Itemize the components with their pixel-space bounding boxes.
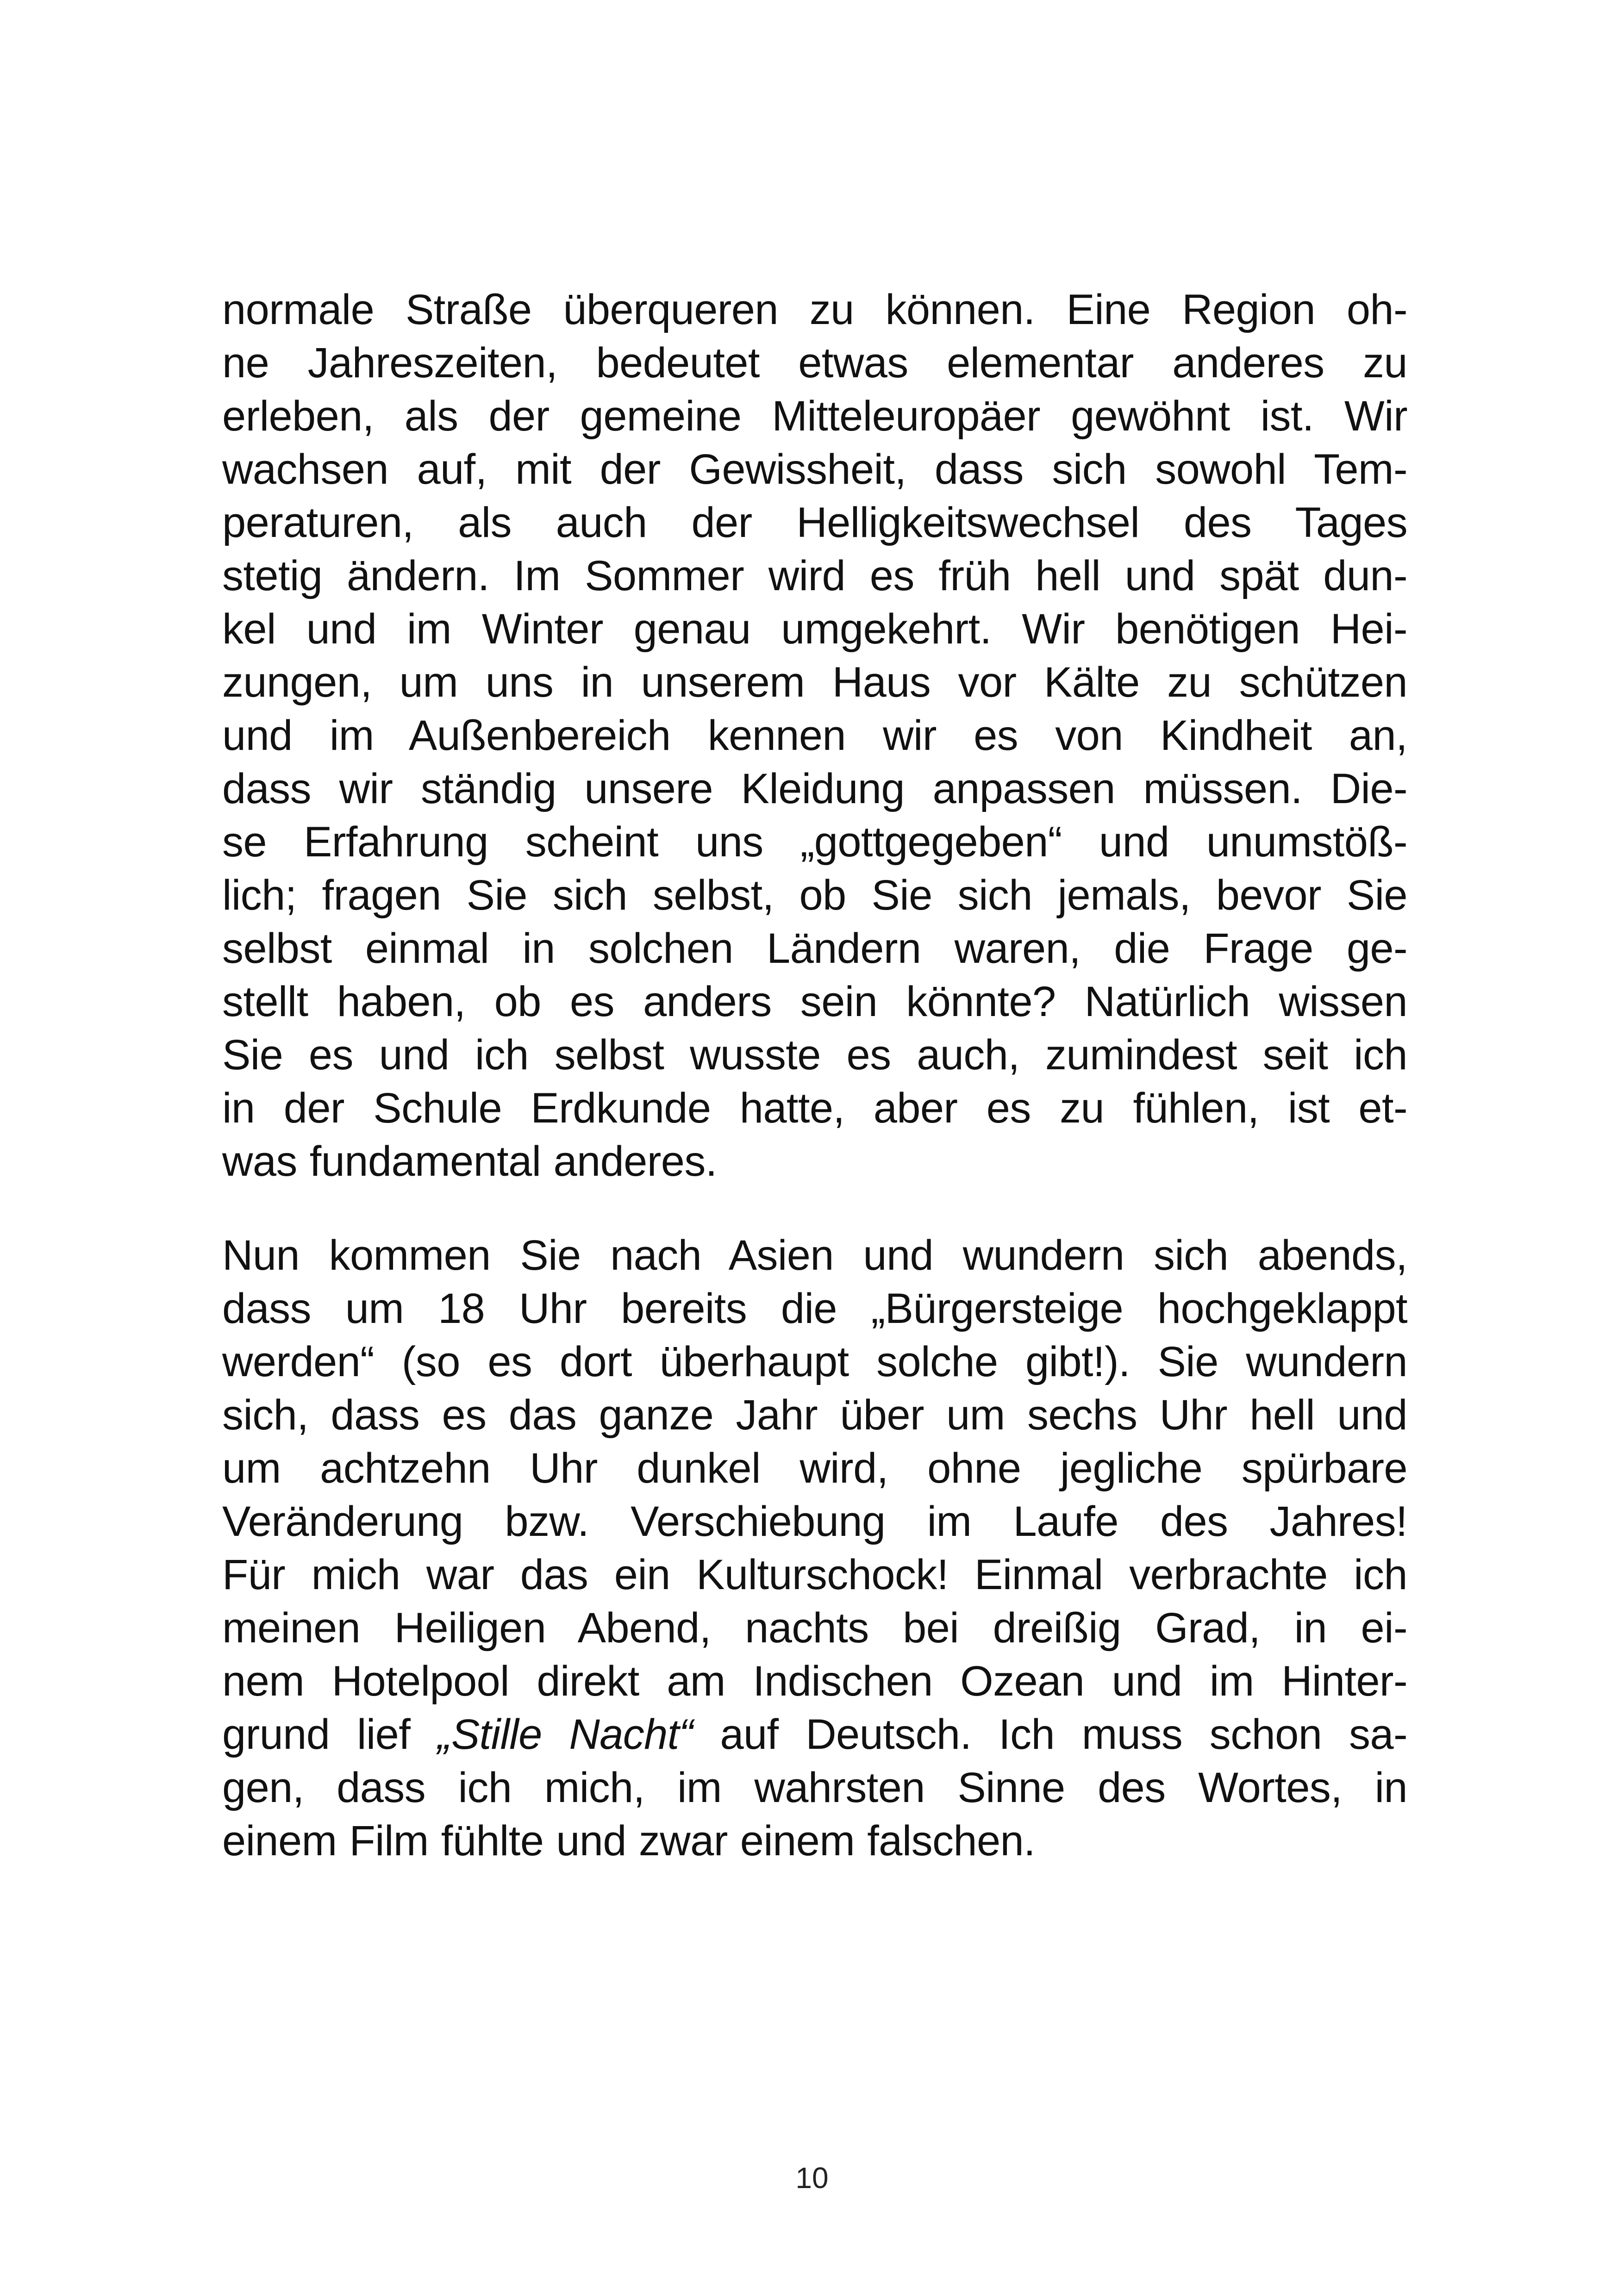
text-line: zungen, um uns in unserem Haus vor Kälte zu schützen [222,659,1407,706]
text-line: dass um 18 Uhr bereits die „Bürgersteige hochgeklappt [222,1285,1407,1332]
text-line: lich; fragen Sie sich selbst, ob Sie sich jemals, bevor Sie [222,872,1407,919]
text-line: Für mich war das ein Kulturschock! Einmal verbrachte ich [222,1551,1407,1598]
text-line: und im Außenbereich kennen wir es von Kindheit an, [222,712,1407,759]
text-line: selbst einmal in solchen Ländern waren, die Frage ge- [222,925,1407,972]
text-line: stellt haben, ob es anders sein könnte? Natürlich wissen [222,978,1407,1025]
text-line-with-title [222,1708,1407,1761]
text-line: sich, dass es das ganze Jahr über um sechs Uhr hell und [222,1391,1407,1439]
song-title: „Stille Nacht“ [437,1711,693,1758]
text-line: gen, dass ich mich, im wahrsten Sinne des Wortes, in [222,1764,1407,1811]
text-line: dass wir ständig unsere Kleidung anpassen müssen. Die- [222,765,1407,812]
text-line: erleben, als der gemeine Mitteleuropäer gewöhnt ist. Wir [222,393,1407,440]
text-line: um achtzehn Uhr dunkel wird, ohne jegliche spürbare [222,1445,1407,1492]
text-segment: auf Deutsch. Ich muss schon sa- [693,1711,1407,1758]
text-line: Sie es und ich selbst wusste es auch, zumindest seit ich [222,1031,1407,1079]
text-line: meinen Heiligen Abend, nachts bei dreißig Grad, in ei- [222,1604,1407,1652]
page-number: 10 [795,2161,829,2195]
text-line: stetig ändern. Im Sommer wird es früh hell und spät dun- [222,552,1407,599]
paragraph-2 [222,1229,1407,1868]
text-line: ne Jahreszeiten, bedeutet etwas elementar anderes zu [222,339,1407,387]
text-line: einem Film fühlte und zwar einem falschen. [222,1817,1036,1865]
text-line: normale Straße überqueren zu können. Eine Region oh- [222,286,1407,333]
text-line: se Erfahrung scheint uns „gottgegeben“ und unumstöß- [222,818,1407,866]
text-line: in der Schule Erdkunde hatte, aber es zu fühlen, ist et- [222,1085,1407,1132]
text-line: wachsen auf, mit der Gewissheit, dass sich sowohl Tem- [222,446,1407,493]
text-line: peraturen, als auch der Helligkeitswechsel des Tages [222,499,1407,546]
paragraph-1 [222,283,1407,1188]
text-line: werden“ (so es dort überhaupt solche gibt!). Sie wundern [222,1338,1407,1385]
text-line: Nun kommen Sie nach Asien und wundern sich abends, [222,1232,1407,1279]
text-line: nem Hotelpool direkt am Indischen Ozean und im Hinter- [222,1658,1407,1705]
text-line: kel und im Winter genau umgekehrt. Wir benötigen Hei- [222,605,1407,653]
text-segment: grund lief [222,1711,437,1758]
text-line: was fundamental anderes. [222,1138,717,1185]
text-line: Veränderung bzw. Verschiebung im Laufe des Jahres! [222,1498,1407,1545]
